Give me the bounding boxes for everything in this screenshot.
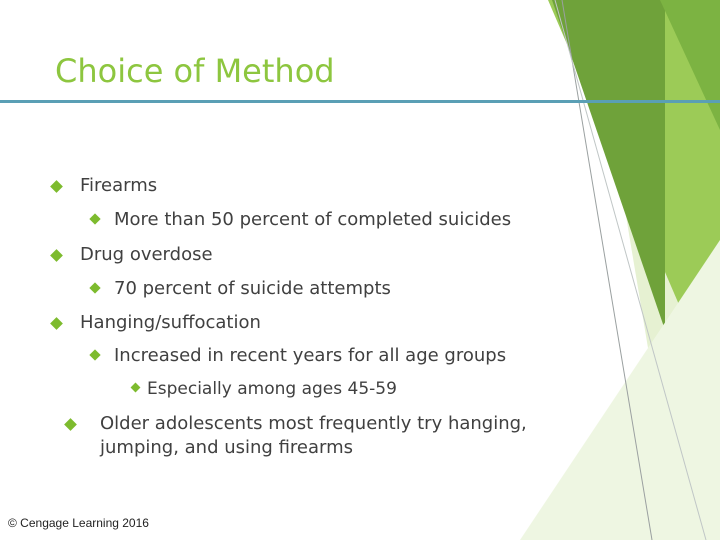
bg-triangle-bottom (520, 240, 720, 540)
bullet-older-adolescents (66, 412, 527, 460)
bullet-hanging-detail (91, 344, 506, 368)
bullet-text: Drug overdose (80, 244, 213, 265)
bullet-diamond-icon (89, 349, 100, 360)
bullet-hanging (52, 311, 261, 335)
bullet-text: Older adolescents most frequently try hanging, jumping, and using firearms (100, 413, 527, 458)
title-underline (0, 100, 720, 103)
bullet-diamond-icon (89, 282, 100, 293)
bullet-text: Increased in recent years for all age groups (114, 345, 507, 366)
bullet-text: Firearms (80, 175, 158, 196)
bullet-text: More than 50 percent of completed suicides (114, 209, 512, 230)
bullet-hanging-subdetail (132, 377, 397, 401)
copyright-footer: © Cengage Learning 2016 (8, 516, 149, 530)
slide-title: Choice of Method (55, 52, 335, 90)
bullet-diamond-icon (131, 383, 141, 393)
bullet-firearms (52, 174, 157, 198)
bullet-diamond-icon (50, 317, 63, 330)
bullet-diamond-icon (89, 213, 100, 224)
bullet-diamond-icon (64, 418, 77, 431)
bullet-drug-overdose-detail (91, 277, 391, 301)
bullet-firearms-detail (91, 208, 511, 232)
bullet-diamond-icon (50, 249, 63, 262)
bullet-text: 70 percent of suicide attempts (114, 278, 391, 299)
bullet-drug-overdose (52, 243, 213, 267)
bullet-text: Hanging/suffocation (80, 312, 261, 333)
bullet-diamond-icon (50, 180, 63, 193)
bullet-text: Especially among ages 45-59 (147, 379, 397, 399)
